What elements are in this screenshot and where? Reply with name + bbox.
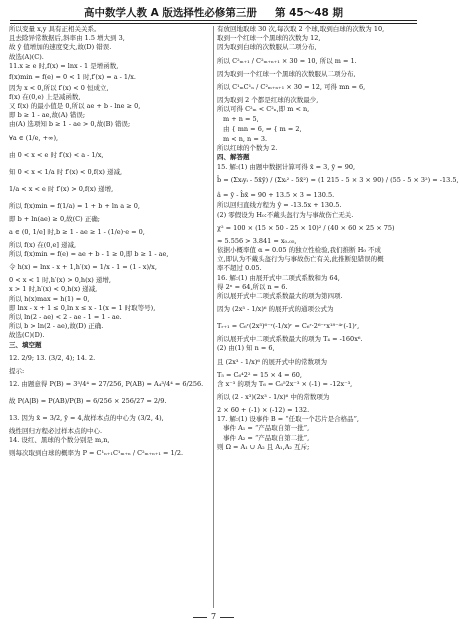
- text-line: 所以回归直线方程为 ŷ = -13.5x + 130.5.: [217, 201, 342, 210]
- text-line: 所以可得 C²ₘ < C²ₙ,即 m < n,: [217, 105, 310, 114]
- text-line: â = ȳ - b̂x̄ = 90 + 13.5 × 3 = 130.5.: [217, 190, 335, 199]
- text-line: 所以展开式中二项式系数最大的项为第四项.: [217, 291, 343, 300]
- text-line: 依据小概率值 α = 0.05 的独立性检验,我们推断 H₀ 不成: [217, 245, 382, 254]
- header-rule-thick: [10, 20, 417, 21]
- text-line: 所以 ln(2 - ae) < 2 - ae - 1 = 1 - ae.: [9, 312, 122, 321]
- text-line: (2) 由(1) 知 n = 6,: [217, 344, 275, 353]
- text-line: 事件 A₁ = “产品取自第一批”,: [223, 424, 310, 433]
- text-line: 由 { mn = 6, ⇒ { m = 2,: [223, 125, 302, 134]
- text-line: f(x) 在(0,e) 上是减函数,: [9, 92, 81, 101]
- text-line: 三、填空题: [9, 340, 42, 349]
- text-line: 所以红球的个数为 2.: [217, 144, 278, 153]
- text-line: 故选(A)(C).: [9, 52, 44, 61]
- text-line: 所以 C¹ₘC¹ₙ / C²ₘ₊ₙ₊₁ × 30 = 12, 可得 mn = 6,: [217, 82, 366, 91]
- text-line: 所以变量 x,y 具有正相关关系。: [9, 25, 101, 33]
- text-line: (2) 零假设为 H₀:不戴头盔行为与事故伤亡无关.: [217, 210, 354, 219]
- footer-dash-right: [220, 617, 234, 618]
- text-line: 且 (2x³ - 1/x)⁶ 的展开式中的常数项为: [217, 357, 328, 366]
- text-line: 故 ŷ 值增加的速度变大,故(D) 错误.: [9, 43, 112, 52]
- header-issue: 第 45～48 期: [274, 7, 343, 19]
- text-line: 所以 (2 - x³)(2x³ - 1/x)⁶ 中的常数项为: [217, 392, 330, 401]
- text-line: 有放回地取球 30 次,每次取 2 个球,取到白球的次数为 10,: [217, 25, 385, 33]
- text-line: 14. 设红、黑球的个数分别是 m,n,: [9, 436, 110, 445]
- text-line: 所以 f(x)min = f(e) = ae + b - 1 ≥ 0,即 b ≥ 1 - ae,: [9, 249, 169, 258]
- text-line: 所以 f(x) 在(0,e] 递减,: [9, 240, 77, 249]
- header-rule-thin: [10, 23, 417, 24]
- text-line: 得 2ⁿ = 64,所以 n = 6.: [217, 282, 288, 291]
- text-line: 即 b ≥ 1 - ae,故(A) 错误;: [9, 111, 86, 120]
- text-line: 0 < x < 1 时,h′(x) > 0,h(x) 递增,: [9, 276, 111, 285]
- text-line: 事件 A₂ = “产品取自第二批”,: [223, 433, 310, 442]
- text-line: 2 × 60 + (-1) × (-12) = 132.: [217, 405, 310, 414]
- text-line: 四、解答题: [217, 153, 250, 162]
- text-line: 含 x⁻³ 的项为 T₆ = C₆⁵2x⁻³ × (-1) = -12x⁻³,: [217, 379, 353, 388]
- text-line: x > 1 时,h′(x) < 0,h(x) 递减,: [9, 285, 98, 294]
- text-line: 即 lnx - x + 1 ≤ 0,ln x ≤ x - 1(x = 1 时取等号),: [9, 303, 156, 312]
- text-line: ∀a ∈ (1/e, +∞),: [9, 133, 59, 142]
- footer-dash-left: [193, 617, 207, 618]
- page-footer: [0, 612, 427, 621]
- left-column: [9, 25, 211, 610]
- text-line: 率不超过 0.05.: [217, 264, 262, 273]
- text-line: 1/a < x < e 时 f′(x) > 0,f(x) 递增,: [9, 184, 114, 193]
- text-line: 令 h(x) = lnx - x + 1,h′(x) = 1/x - 1 = (1 - x)/x,: [9, 263, 157, 272]
- text-line: 即 b + ln(ae) ≥ 0,故(C) 正确;: [9, 214, 100, 223]
- text-line: b̂ = (Σxᵢyᵢ - 5x̄ȳ) / (Σxᵢ² - 5x̄²) = (1 215 - 5 × 3 × 90) / (55 - 5 × 3²) = -13.5,: [217, 175, 459, 184]
- page-header: [0, 5, 427, 20]
- text-line: 因为 x < 0,所以 f′(x) < 0 恒成立,: [9, 83, 109, 92]
- text-line: 取到一个红球一个黑球的次数为 12,: [217, 34, 321, 43]
- text-line: T₅ = C₆⁴2² = 15 × 4 = 60,: [217, 370, 302, 379]
- text-line: 15. 解:(1) 由题中数据计算可得 x̄ = 3, ȳ = 90,: [217, 162, 356, 171]
- header-title: 高中数学人教 A 版选择性必修第三册: [84, 7, 257, 19]
- text-line: 线性回归方程必过样本点的中心.: [9, 426, 103, 435]
- text-line: 且去除异常数据后,斜率由 1.5 增大到 3,: [9, 34, 125, 43]
- text-line: 故选(C)(D).: [9, 331, 45, 340]
- text-line: 所以 f(x)min = f(1/a) = 1 + b + ln a ≥ 0,: [9, 201, 140, 210]
- text-line: 故 P(A|B) = P(AB)/P(B) = 6/256 × 256/27 = 2/9.: [9, 396, 167, 405]
- text-line: 由(A) 选项知 b ≥ 1 - ae > 0,故(B) 错误;: [9, 120, 131, 129]
- text-line: 立,即认为不戴头盔行为与事故伤亡有关,此推断犯错误的概: [217, 255, 384, 264]
- text-line: 因为取到白球的次数服从二项分布,: [217, 43, 317, 52]
- text-line: 则 Ω = A₁ ∪ A₂ 且 A₁,A₂ 互斥;: [217, 442, 310, 451]
- text-line: 因为 (2x³ - 1/x)⁶ 的展开式的通项公式为: [217, 305, 334, 314]
- text-line: 因为取到 2 个都是红球的次数最少,: [217, 95, 319, 104]
- text-line: ≈ 5.556 > 3.841 = x₀.₀₅,: [217, 236, 297, 245]
- text-line: 知 0 < x < 1/a 时 f′(x) < 0,f(x) 递减,: [9, 167, 123, 176]
- right-column: [217, 25, 459, 610]
- text-line: 16. 解:(1) 由展开式中二项式系数和为 64,: [217, 273, 340, 282]
- text-line: m < n, n = 3.: [223, 135, 268, 144]
- text-line: 17. 解:(1) 设事件 B = “任取一个芯片是合格品”,: [217, 415, 360, 424]
- text-line: 因为取到一个红球一个黑球的次数服从二项分布,: [217, 69, 356, 78]
- text-line: f(x)min = f(e) = 0 < 1 时,f′(x) = a - 1/x.: [9, 73, 136, 82]
- text-line: 提示:: [9, 366, 25, 375]
- text-line: 则每次取到白球的概率为 P = C¹ₙ₊₁C¹ₘ₊ₙ / C²ₘ₊ₙ₊₁ = 1/2.: [9, 449, 184, 458]
- text-line: 所以展开式中二项式系数最大的项为 T₄ = -160x⁶.: [217, 335, 363, 344]
- text-line: a ∈ (0, 1/e] 时,b ≥ 1 - ae ≥ 1 - (1/e)·e = 0,: [9, 227, 145, 236]
- text-line: 所以 b > ln(2 - ae),故(D) 正确.: [9, 322, 104, 331]
- text-line: 又 f(x) 的最小值是 0,所以 ae + b - lne ≥ 0,: [9, 101, 141, 110]
- text-line: 11.x ≥ e 时,f(x) = lnx - 1 是增函数,: [9, 61, 119, 70]
- text-line: 所以 C²ₘ₊₁ / C²ₘ₊ₙ₊₁ × 30 = 10, 所以 m = 1.: [217, 56, 357, 65]
- text-line: 所以 h(x)max = h(1) = 0,: [9, 294, 90, 303]
- text-line: 由 0 < x < e 时 f′(x) < a - 1/x,: [9, 150, 104, 159]
- text-line: 12. 2/9; 13. (3/2, 4); 14. 2.: [9, 353, 96, 362]
- text-line: m + n = 5,: [223, 115, 259, 124]
- text-line: 12. 由题意得 P(B) = 3³/4⁴ = 27/256, P(AB) = A₄³/4⁴ = 6/256.: [9, 379, 204, 388]
- text-line: 13. 因为 x̄ = 3/2, ȳ = 4,故样本点的中心为 (3/2, 4),: [9, 413, 164, 422]
- text-line: Tᵣ₊₁ = C₆ʳ(2x³)⁶⁻ʳ(-1/x)ʳ = C₆ʳ·2⁶⁻ʳx¹⁸⁻⁴ʳ(-1)ʳ,: [217, 322, 360, 331]
- column-divider: [213, 26, 214, 608]
- page-number: 7: [210, 612, 217, 621]
- text-line: χ² = 100 × (15 × 50 - 25 × 10)² / (40 × 60 × 25 × 75): [217, 223, 395, 232]
